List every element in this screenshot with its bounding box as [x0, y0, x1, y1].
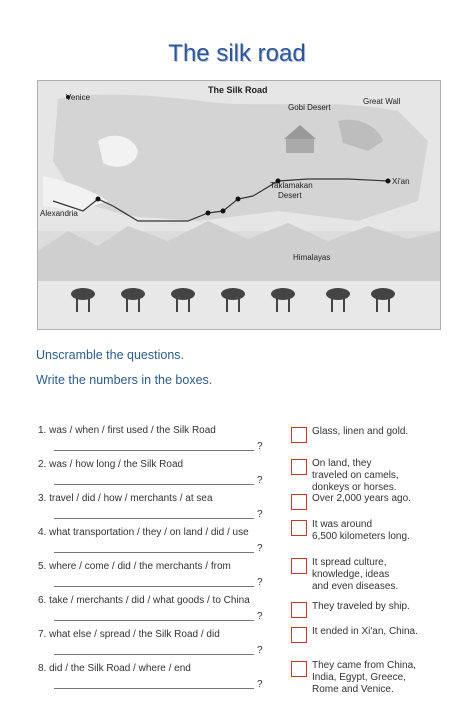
map-label-gobi: Gobi Desert	[288, 103, 331, 112]
question-text: 5. where / come / did / the merchants / from	[38, 561, 231, 572]
page-title: The silk road	[168, 40, 306, 67]
question-mark: ?	[257, 611, 263, 622]
question-mark: ?	[257, 679, 263, 690]
answer-text-line: 6,500 kilometers long.	[312, 531, 410, 542]
answer-number-box[interactable]	[291, 627, 307, 643]
answer-text	[312, 426, 452, 438]
answer-number-box[interactable]	[291, 427, 307, 443]
answer-line[interactable]	[54, 586, 254, 587]
answer-text-line: They came from China,	[312, 660, 416, 671]
answer-text	[312, 458, 452, 494]
question-row	[38, 663, 270, 690]
question-text: 2. was / how long / the Silk Road	[38, 459, 184, 470]
question-mark: ?	[257, 441, 263, 452]
answer-text	[312, 493, 452, 505]
answer-line[interactable]	[54, 484, 254, 485]
question-mark: ?	[257, 577, 263, 588]
map-label-venice: Venice	[66, 93, 91, 102]
question-row	[38, 561, 270, 588]
question-text: 8. did / the Silk Road / where / end	[38, 663, 191, 674]
question-text: 3. travel / did / how / merchants / at sea	[38, 493, 213, 504]
answer-number-box[interactable]	[291, 459, 307, 475]
question-row	[38, 527, 270, 554]
answer-line[interactable]	[54, 620, 254, 621]
answer-text-line: They traveled by ship.	[312, 601, 410, 612]
question-text: 1. was / when / first used / the Silk Road	[38, 425, 216, 436]
question-text: 6. take / merchants / did / what goods / to China	[38, 595, 250, 606]
question-row	[38, 595, 270, 622]
question-row	[38, 425, 270, 452]
map-label-himalayas: Himalayas	[293, 253, 331, 262]
instruction-unscramble: Unscramble the questions.	[36, 348, 184, 362]
answer-line[interactable]	[54, 688, 254, 689]
question-text: 7. what else / spread / the Silk Road / did	[38, 629, 220, 640]
map-label-great-wall: Great Wall	[363, 97, 401, 106]
answer-number-box[interactable]	[291, 558, 307, 574]
map-label-xian: Xi'an	[392, 177, 410, 186]
answer-line[interactable]	[54, 450, 254, 451]
map-label-taklamakan: Taklamakan	[270, 181, 313, 190]
answer-text	[312, 601, 452, 613]
map-label-desert: Desert	[278, 191, 302, 200]
answer-text-line: traveled on camels,	[312, 470, 399, 481]
answer-text-line: Over 2,000 years ago.	[312, 493, 411, 504]
answer-text-line: It spread culture,	[312, 557, 387, 568]
question-mark: ?	[257, 543, 263, 554]
map-label-alexandria: Alexandria	[40, 209, 78, 218]
question-mark: ?	[257, 509, 263, 520]
question-row	[38, 459, 270, 486]
answer-line[interactable]	[54, 552, 254, 553]
instruction-write-numbers: Write the numbers in the boxes.	[36, 373, 213, 387]
answer-text	[312, 519, 452, 543]
answer-text-line: It was around	[312, 519, 373, 530]
question-mark: ?	[257, 645, 263, 656]
question-row	[38, 493, 270, 520]
answer-text-line: India, Egypt, Greece,	[312, 672, 406, 683]
answer-number-box[interactable]	[291, 520, 307, 536]
answer-text	[312, 626, 452, 638]
answer-text-line: knowledge, ideas	[312, 569, 390, 580]
answer-text-line: and even diseases.	[312, 581, 399, 592]
question-row	[38, 629, 270, 656]
answer-text	[312, 660, 452, 696]
answer-line[interactable]	[54, 518, 254, 519]
answer-text-line: On land, they	[312, 458, 372, 469]
answer-line[interactable]	[54, 654, 254, 655]
answer-number-box[interactable]	[291, 494, 307, 510]
answer-text	[312, 557, 452, 593]
question-mark: ?	[257, 475, 263, 486]
answer-text-line: donkeys or horses.	[312, 482, 397, 493]
answer-text-line: Rome and Venice.	[312, 684, 394, 695]
question-text: 4. what transportation / they / on land / did / use	[38, 527, 249, 538]
answer-text-line: Glass, linen and gold.	[312, 426, 409, 437]
answer-number-box[interactable]	[291, 602, 307, 618]
answer-number-box[interactable]	[291, 661, 307, 677]
map-title: The Silk Road	[208, 85, 268, 95]
map-graphic	[38, 81, 440, 329]
silk-road-map	[37, 80, 441, 330]
answer-text-line: It ended in Xi'an, China.	[312, 626, 418, 637]
